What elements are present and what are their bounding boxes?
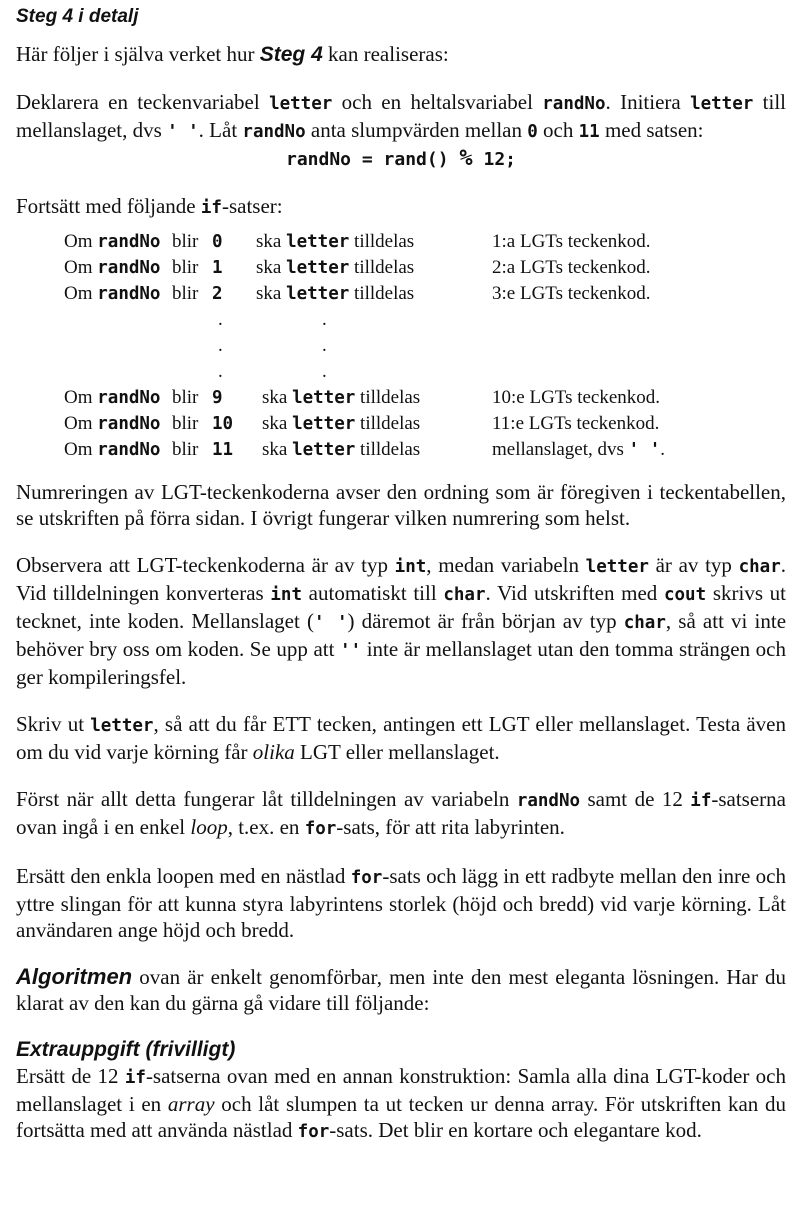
code-letter: letter xyxy=(690,94,754,114)
statement-part2: 12; xyxy=(472,149,516,170)
case-description: 10:e LGTs teckenkod. xyxy=(492,387,661,408)
ellipsis-row xyxy=(64,359,665,385)
case-description: 3:e LGTs teckenkod. xyxy=(492,283,651,304)
text: samt de 12 xyxy=(580,787,691,811)
print-letter-paragraph xyxy=(16,711,786,765)
code-randno: randNo xyxy=(516,791,581,811)
extra-paragraph xyxy=(16,1063,786,1145)
statement-modulo: % xyxy=(459,146,473,171)
case-var: randNo xyxy=(97,388,161,408)
case-om: Om xyxy=(64,283,98,304)
code-for: for xyxy=(297,1122,330,1142)
case-blir: blir xyxy=(172,231,199,252)
case-ska: ska xyxy=(256,283,287,304)
types-paragraph xyxy=(16,552,786,690)
statement-part1: randNo = rand() xyxy=(286,149,460,170)
case-row xyxy=(64,229,665,255)
text: ) däremot är från början av typ xyxy=(347,609,624,633)
numbering-paragraph: Numreringen av LGT-teckenkoderna avser den ordning som är föregiven i teckentabellen, se utskriften på förra sidan. I övrigt fungerar vilken numrering som helst. xyxy=(16,480,786,530)
text: . Initiera xyxy=(605,90,691,114)
case-end: . xyxy=(660,439,666,460)
text: LGT eller mellanslaget. xyxy=(294,740,500,764)
rand-statement xyxy=(16,145,786,173)
intro-text: Här följer i själva verket hur xyxy=(16,42,260,66)
case-number: 2 xyxy=(212,284,223,304)
text: , så att du får ETT tecken, antingen ett LGT eller mellanslaget. Testa även om du vid varje körning får xyxy=(16,712,786,764)
case-ska: ska xyxy=(256,231,287,252)
code-space-char: ' ' xyxy=(313,613,348,633)
case-code-space: ' ' xyxy=(628,440,661,460)
ellipsis-dot: . xyxy=(322,309,327,330)
ellipsis-dot: . xyxy=(218,335,223,356)
code-char: char xyxy=(623,613,666,633)
algorithm-bold: Algoritmen xyxy=(16,964,133,989)
intro-text-end: kan realiseras: xyxy=(322,42,449,66)
ellipsis-row xyxy=(64,307,665,333)
text: Observera att LGT-teckenkoderna är av typ xyxy=(16,553,395,577)
case-ska: ska xyxy=(262,439,293,460)
code-space-char: ' ' xyxy=(167,122,199,142)
case-letter: letter xyxy=(286,232,350,252)
case-row xyxy=(64,385,665,411)
text: och en heltalsvariabel xyxy=(332,90,543,114)
code-zero: 0 xyxy=(527,122,538,142)
text: -sats och lägg in ett radbyte mellan den inre och yttre slingan för att kunna styra labyrintens storlek (höjd och bredd) vid varje körning. Låt användaren ange höjd och bredd. xyxy=(16,864,786,942)
code-for: for xyxy=(350,868,383,888)
if-intro-paragraph xyxy=(16,193,786,221)
text: -sats. Det blir en kortare och elegantare kod. xyxy=(329,1118,702,1142)
code-empty-string: '' xyxy=(340,641,362,661)
text: -sats, för att rita labyrinten. xyxy=(336,815,565,839)
case-om: Om xyxy=(64,387,98,408)
case-tilldelas: tilldelas xyxy=(349,257,415,278)
code-if: if xyxy=(124,1068,146,1088)
case-blir: blir xyxy=(172,387,199,408)
case-number: 10 xyxy=(212,414,234,434)
code-letter: letter xyxy=(585,557,649,577)
case-blir: blir xyxy=(172,283,199,304)
algorithm-paragraph xyxy=(16,964,786,1016)
code-if: if xyxy=(690,791,712,811)
case-number: 11 xyxy=(212,440,234,460)
loop-paragraph xyxy=(16,786,786,842)
intro-paragraph xyxy=(16,41,786,68)
case-letter: letter xyxy=(292,440,356,460)
code-if: if xyxy=(200,198,222,218)
text: skrivs ut tecknet, inte koden. Mellanslaget ( xyxy=(16,581,787,633)
case-number: 1 xyxy=(212,258,223,278)
case-description: 11:e LGTs teckenkod. xyxy=(492,413,660,434)
case-var: randNo xyxy=(97,414,161,434)
code-char: char xyxy=(738,557,781,577)
case-ska: ska xyxy=(262,413,293,434)
section-heading-extra: Extrauppgift (frivilligt) xyxy=(16,1038,236,1061)
case-row xyxy=(64,437,665,463)
case-description: 2:a LGTs teckenkod. xyxy=(492,257,651,278)
if-cases-table xyxy=(64,229,665,463)
case-om: Om xyxy=(64,439,98,460)
text: är av typ xyxy=(648,553,739,577)
case-letter: letter xyxy=(286,258,350,278)
case-tilldelas: tilldelas xyxy=(349,231,415,252)
code-int: int xyxy=(394,557,427,577)
text: Ersätt de 12 xyxy=(16,1064,125,1088)
text: Först när allt detta fungerar låt tilldelningen av variabeln xyxy=(16,787,517,811)
text: . Vid tilldelningen konverteras xyxy=(16,553,786,605)
code-eleven: 11 xyxy=(578,122,600,142)
case-om: Om xyxy=(64,257,98,278)
case-row xyxy=(64,255,665,281)
text: . Vid utskriften med xyxy=(485,581,664,605)
text: -satserna ovan med en annan konstruktion: Samla alla dina LGT-koder och mellanslaget i en xyxy=(16,1064,786,1116)
case-var: randNo xyxy=(97,440,161,460)
text: inte är mellanslaget utan den tomma strängen och ger kompileringsfel. xyxy=(16,637,786,689)
case-tilldelas: tilldelas xyxy=(355,439,421,460)
case-row xyxy=(64,411,665,437)
text: Ersätt den enkla loopen med en nästlad xyxy=(16,864,351,888)
text: till mellanslaget, dvs xyxy=(16,90,786,142)
case-blir: blir xyxy=(172,413,199,434)
ellipsis-dot: . xyxy=(322,335,327,356)
section-heading-steg4: Steg 4 i detalj xyxy=(16,6,139,27)
text: Deklarera en teckenvariabel xyxy=(16,90,270,114)
code-randno: randNo xyxy=(542,94,606,114)
case-description: 1:a LGTs teckenkod. xyxy=(492,231,651,252)
case-var: randNo xyxy=(97,232,161,252)
code-letter: letter xyxy=(90,716,154,736)
case-tilldelas: tilldelas xyxy=(355,413,421,434)
case-om: Om xyxy=(64,413,98,434)
nested-loop-paragraph xyxy=(16,863,786,943)
case-row xyxy=(64,281,665,307)
case-var: randNo xyxy=(97,258,161,278)
emphasis: array xyxy=(167,1092,215,1116)
text: . Låt xyxy=(198,118,243,142)
ellipsis-dot: . xyxy=(322,361,327,382)
case-description: mellanslaget, dvs xyxy=(492,439,629,460)
text: automatiskt till xyxy=(302,581,444,605)
case-letter: letter xyxy=(292,414,356,434)
code-letter: letter xyxy=(269,94,333,114)
text: -satserna ovan ingå i en enkel xyxy=(16,787,786,839)
emphasis: loop xyxy=(190,815,228,839)
case-om: Om xyxy=(64,231,98,252)
code-int: int xyxy=(270,585,302,605)
code-randno: randNo xyxy=(242,122,306,142)
code-for: for xyxy=(304,819,337,839)
text: , t.ex. en xyxy=(227,815,305,839)
text: Skriv ut xyxy=(16,712,91,736)
case-number: 0 xyxy=(212,232,223,252)
text: och xyxy=(537,118,579,142)
case-var: randNo xyxy=(97,284,161,304)
case-tilldelas: tilldelas xyxy=(349,283,415,304)
case-ska: ska xyxy=(262,387,293,408)
code-cout: cout xyxy=(663,585,707,605)
case-letter: letter xyxy=(286,284,350,304)
ellipsis-dot: . xyxy=(218,361,223,382)
text: , medan variabeln xyxy=(426,553,586,577)
text: anta slumpvärden mellan xyxy=(305,118,528,142)
text: med satsen: xyxy=(599,118,704,142)
ellipsis-dot: . xyxy=(218,309,223,330)
emphasis: olika xyxy=(252,740,295,764)
case-number: 9 xyxy=(212,388,223,408)
case-ska: ska xyxy=(256,257,287,278)
case-blir: blir xyxy=(172,439,199,460)
ellipsis-row xyxy=(64,333,665,359)
text: ovan är enkelt genomförbar, men inte den mest eleganta lösningen. Har du klarat av den kan du gärna gå vidare till följande: xyxy=(16,965,786,1015)
case-tilldelas: tilldelas xyxy=(355,387,421,408)
text: -satser: xyxy=(221,194,283,218)
code-char: char xyxy=(443,585,486,605)
intro-bold: Steg 4 xyxy=(259,43,323,66)
declare-paragraph xyxy=(16,89,786,145)
text: , så att vi inte behöver bry oss om koden. Se upp att xyxy=(16,609,787,661)
case-letter: letter xyxy=(292,388,356,408)
case-blir: blir xyxy=(172,257,199,278)
text: och låt slumpen ta ut tecken ur denna array. För utskriften kan du fortsätta med att använda nästlad xyxy=(16,1092,786,1142)
text: Fortsätt med följande xyxy=(16,194,201,218)
